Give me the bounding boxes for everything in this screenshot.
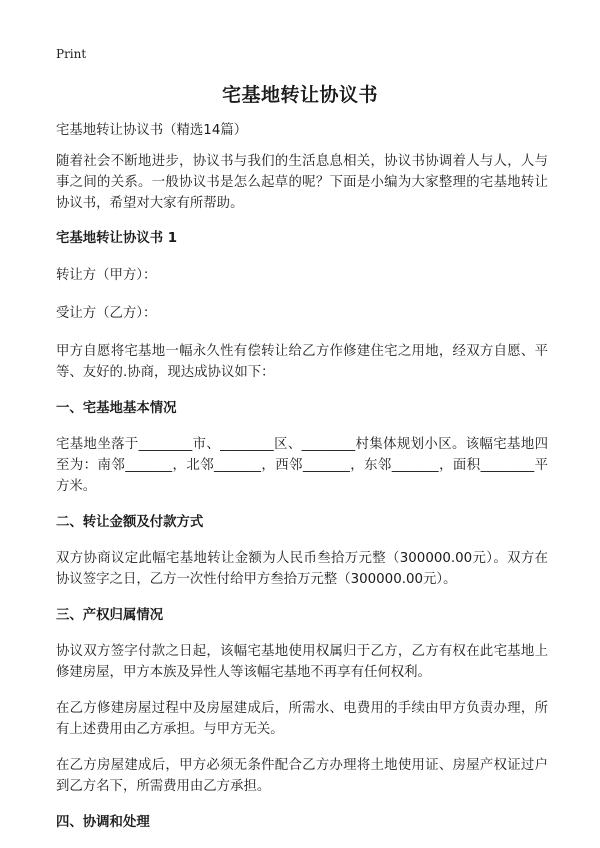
section-paragraph: 协议双方签字付款之日起，该幅宅基地使用权属归于乙方，乙方有权在此宅基地上修建房屋，甲方本族及异性人等该幅宅基地不再享有任何权利。 [56, 644, 548, 680]
section-heading-basic-info: 一、宅基地基本情况 [56, 401, 177, 416]
section-paragraph: 在乙方房屋建成后，甲方必须无条件配合乙方办理将土地使用证、房屋产权证过户到乙方名下，所需费用由乙方承担。 [56, 758, 548, 794]
page-title: 宅基地转让协议书 [221, 84, 378, 106]
transferee-line: 受让方（乙方）： [56, 306, 157, 321]
section-paragraph: 宅基地坐落于________市、________区、________村集体规划小区。该幅宅基地四至为：南邻_______，北邻_______，西邻_______，东邻_______，面积________平方米。 [56, 437, 548, 494]
preamble-paragraph: 甲方自愿将宅基地一幅永久性有偿转让给乙方作修建住宅之用地，经双方自愿、平等、友好的.协商，现达成协议如下： [56, 344, 548, 380]
intro-paragraph: 随着社会不断地进步，协议书与我们的生活息息相关，协议书协调着人与人，人与事之间的关系。一般协议书是怎么起草的呢？下面是小编为大家整理的宅基地转让协议书，希望对大家有所帮助。 [56, 154, 548, 211]
document-body [56, 120, 548, 848]
transferor-line: 转让方（甲方）： [56, 268, 157, 283]
agreement-heading: 宅基地转让协议书 1 [56, 231, 178, 246]
document-subtitle: 宅基地转让协议书（精选14篇） [56, 123, 248, 138]
section-paragraph: 在乙方修建房屋过程中及房屋建成后，所需水、电费用的手续由甲方负责办理，所有上述费用由乙方承担。与甲方无关。 [56, 701, 548, 737]
section-heading-ownership: 三、产权归属情况 [56, 608, 164, 623]
section-heading-payment: 二、转让金额及付款方式 [56, 515, 204, 530]
section-paragraph: 双方协商议定此幅宅基地转让金额为人民币叁拾万元整（300000.00元）。双方在协议签字之日，乙方一次性付给甲方叁拾万元整（300000.00元）。 [56, 551, 548, 587]
section-heading-coordination: 四、协调和处理 [56, 815, 150, 830]
print-link[interactable]: Print [56, 47, 87, 61]
